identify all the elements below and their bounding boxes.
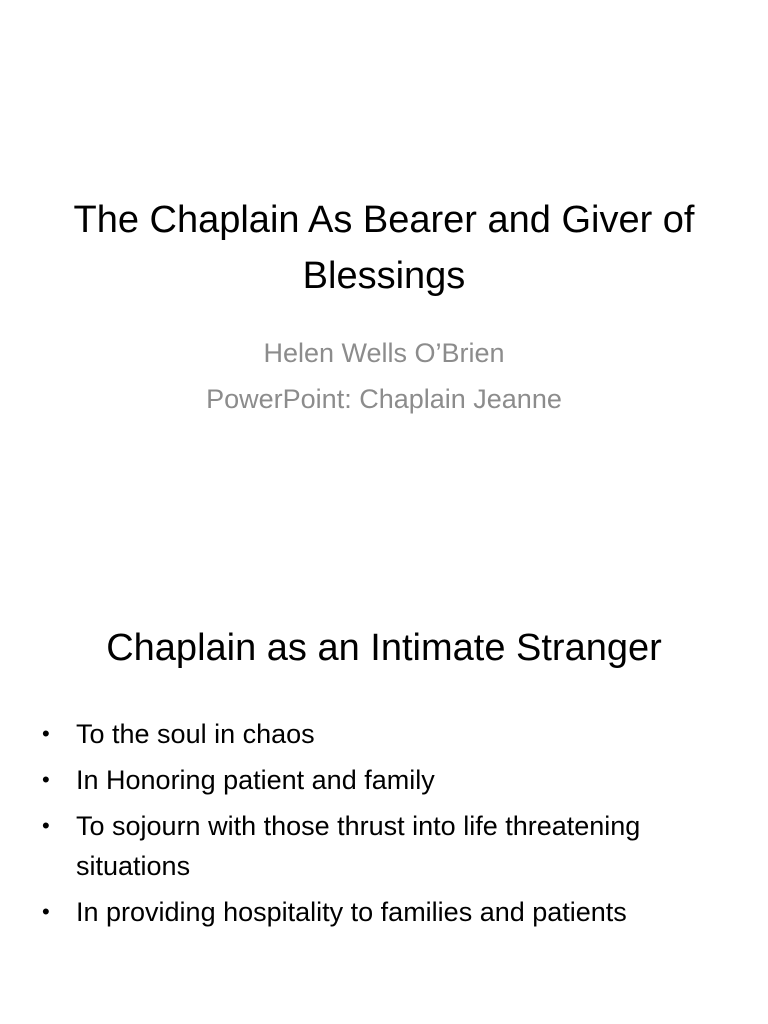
bullet-icon: • — [42, 721, 50, 746]
bullet-text: To sojourn with those thrust into life threatening situations — [76, 811, 641, 881]
bullet-list — [40, 714, 728, 938]
list-item — [40, 892, 728, 932]
slide-heading: Chaplain as an Intimate Stranger — [106, 627, 662, 669]
list-item — [40, 806, 728, 886]
list-item — [40, 760, 728, 800]
bullet-text: In Honoring patient and family — [76, 765, 435, 795]
bullet-icon: • — [42, 767, 50, 792]
slide-content — [0, 512, 768, 1024]
slide-subtitle — [40, 330, 728, 422]
slide-title-heading: The Chaplain As Bearer and Giver of Blessings — [73, 199, 695, 297]
list-item — [40, 714, 728, 754]
bullet-icon: • — [42, 899, 50, 924]
bullet-icon: • — [42, 813, 50, 838]
subtitle-credit: PowerPoint: Chaplain Jeanne — [206, 384, 562, 414]
bullet-text: To the soul in chaos — [76, 719, 315, 749]
bullet-text: In providing hospitality to families and patients — [76, 897, 627, 927]
subtitle-author: Helen Wells O’Brien — [263, 338, 505, 368]
